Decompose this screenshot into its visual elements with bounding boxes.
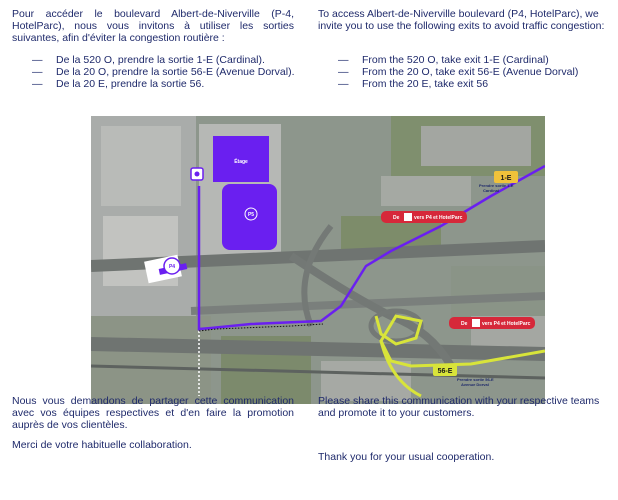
- english-footer: [318, 395, 608, 463]
- direction-sign: [381, 211, 467, 223]
- p5-label: P5: [247, 212, 255, 218]
- french-intro: Pour accéder le boulevard Albert-de-Niverville (P-4, HotelParc), nous vous invitons à utiliser les sorties suivantes, afin d'éviter la congestion routière :: [12, 8, 294, 44]
- english-column: [318, 8, 608, 90]
- english-share: Please share this communication with your respective teams and promote it to your customers.: [318, 395, 600, 419]
- exit-56e-note: Avenue Dorval: [461, 382, 489, 387]
- exit-56e-label: 56-E: [437, 368, 453, 375]
- list-item: — From the 20 E, take exit 56: [318, 78, 608, 90]
- p4-label: P4: [168, 264, 176, 270]
- access-map: [91, 116, 545, 404]
- french-column: [12, 8, 294, 90]
- svg-text:De: De: [393, 215, 400, 221]
- french-footer: [12, 395, 294, 451]
- etage-label: Étage: [234, 159, 248, 165]
- exit-56e-note: Prendre sortie 56-E: [457, 377, 494, 382]
- exit-1e-label: 1-E: [500, 175, 512, 182]
- list-item: — De la 20 E, prendre la sortie 56.: [12, 78, 294, 90]
- exit-1e-note: Prendre sortie 1-E: [479, 183, 514, 188]
- list-item: — De la 520 O, prendre la sortie 1-E (Cardinal).: [12, 54, 294, 66]
- list-item: — From the 520 O, take exit 1-E (Cardinal): [318, 54, 608, 66]
- list-item: — De la 20 O, prendre la sortie 56-E (Avenue Dorval).: [12, 66, 294, 78]
- exit-1e-note: Cardinal: [483, 188, 500, 193]
- svg-text:vers P4 et HotelParc: vers P4 et HotelParc: [414, 215, 463, 221]
- svg-text:De: De: [461, 321, 468, 327]
- svg-text:vers P4 et HotelParc: vers P4 et HotelParc: [482, 321, 531, 327]
- french-thanks: Merci de votre habituelle collaboration.: [12, 439, 192, 451]
- french-share: Nous vous demandons de partager cette communication avec vos équipes respectives et d'en faire la promotion auprès de vos clientèles.: [12, 395, 294, 431]
- french-route-list: [12, 54, 294, 90]
- direction-sign: [449, 317, 535, 329]
- list-item: — From the 20 O, take exit 56-E (Avenue Dorval): [318, 66, 608, 78]
- english-route-list: [318, 54, 608, 90]
- english-thanks: Thank you for your usual cooperation.: [318, 451, 495, 463]
- english-intro: To access Albert-de-Niverville boulevard (P4, HotelParc), we invite you to use the following exits to avoid traffic congestion:: [318, 8, 605, 32]
